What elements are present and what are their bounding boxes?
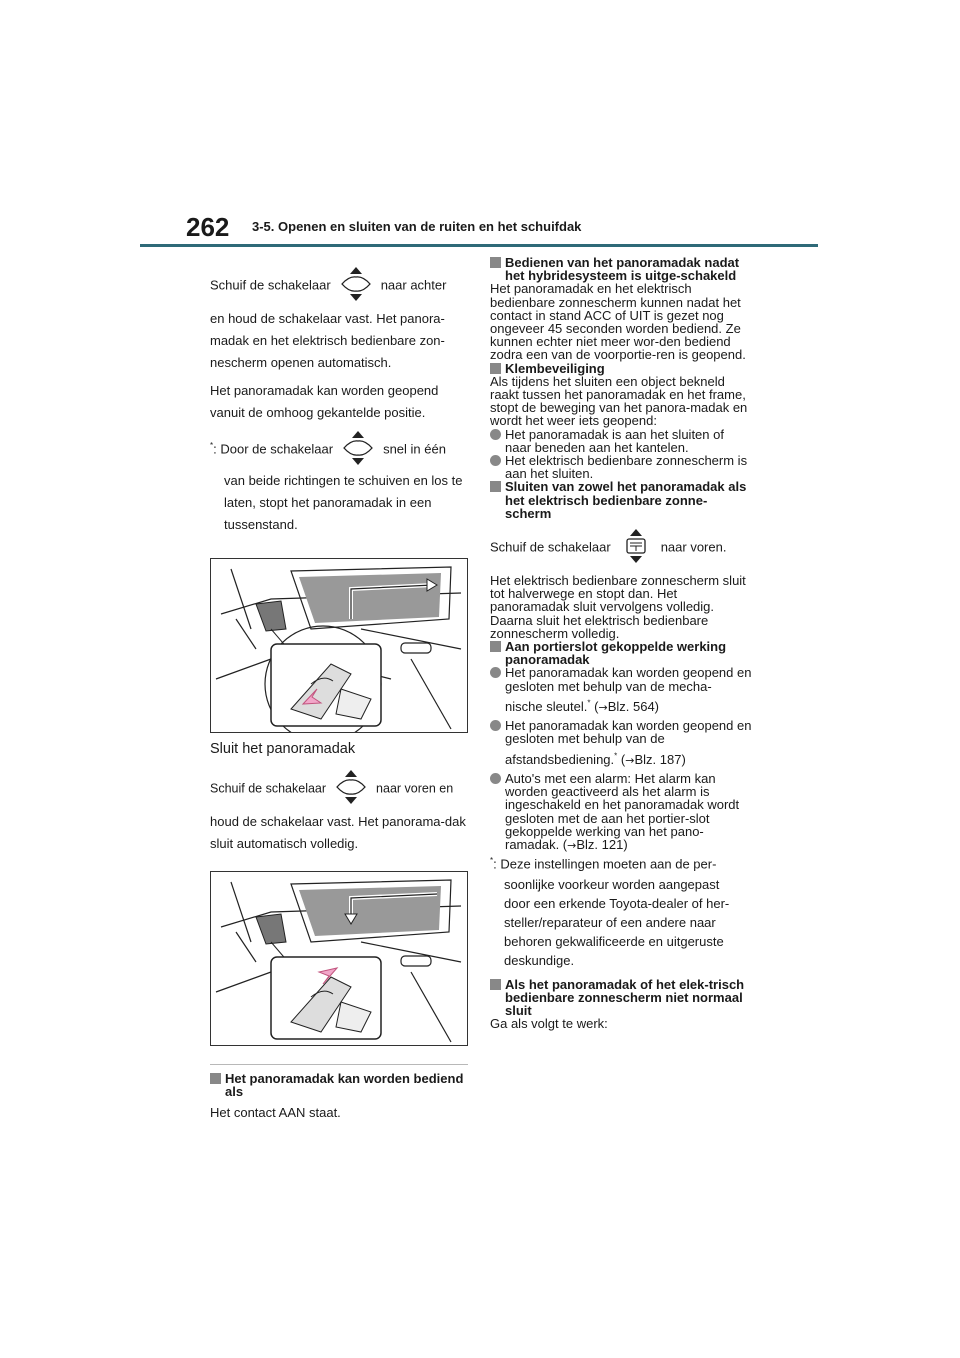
jam-bullet-1	[490, 428, 752, 454]
page-reference[interactable]: Blz. 121)	[576, 836, 628, 852]
asterisk: *	[587, 698, 591, 708]
asterisk: *	[210, 441, 214, 451]
square-bullet-icon	[490, 641, 501, 652]
switch-rocker-icon	[341, 430, 375, 466]
heading-door-lock-linked	[490, 640, 752, 666]
after-shutdown-text: Het panoramadak en het elektrisch bedienbare zonnescherm kunnen nadat het contact in stand ACC of UIT is gezet nog ongeveer 45 seconden worden bediend. Ze kunnen echter niet meer wor-den bediend zodra een van de voorportie-ren is geopend.	[490, 281, 746, 363]
text: Het panoramadak kan worden geopend en gesloten met behulp van de	[505, 718, 752, 747]
header-rule	[140, 244, 818, 247]
text: afstandsbediening.	[505, 751, 615, 767]
close-instruction	[210, 771, 468, 807]
close-both-text: Het elektrisch bedienbare zonnescherm sluit tot halverwege en stopt dan. Het panoramadak sluit vervolgens volledig. Daarna sluit het elektrisch bedienbare zonnescherm volledig.	[490, 573, 746, 641]
round-bullet-icon	[490, 773, 501, 784]
round-bullet-icon	[490, 429, 501, 440]
illustration-open-sunroof	[210, 558, 468, 733]
text: Sluiten van zowel het panoramadak als het elektrisch bedienbare zonne-scherm	[505, 479, 747, 521]
text: Schuif de schakelaar	[210, 781, 327, 796]
text: Het panoramadak is aan het sluiten of naar beneden aan het kantelen.	[505, 426, 724, 455]
round-bullet-icon	[490, 455, 501, 466]
text: Aan portierslot gekoppelde werking panoramadak	[505, 639, 727, 668]
switch-rocker-icon	[334, 769, 368, 805]
heading-close-both	[490, 480, 752, 520]
text: naar voren en	[376, 781, 454, 796]
open-instruction-rest: en houd de schakelaar vast. Het panora-madak en het elektrisch bedienbare zon-nescherm openen automatisch.	[210, 311, 445, 370]
reference-arrow-icon: →	[598, 701, 608, 715]
square-bullet-icon	[490, 363, 501, 374]
text: Bedienen van het panoramadak nadat het hybridesysteem is uitge-schakeld	[505, 255, 740, 284]
text: nische sleutel.	[505, 699, 588, 715]
square-bullet-icon	[490, 257, 501, 268]
text: Het panoramadak kan worden bediend als	[225, 1071, 464, 1100]
footnote-stop	[210, 432, 468, 536]
footnote-settings	[490, 852, 752, 971]
footnote-line: deskundige.	[504, 952, 575, 968]
close-instruction-rest: houd de schakelaar vast. Het panorama-dak sluit automatisch volledig.	[210, 814, 466, 851]
open-instruction	[210, 268, 468, 304]
close-heading: Sluit het panoramadak	[210, 741, 356, 757]
page-reference[interactable]: Blz. 187)	[634, 751, 686, 767]
asterisk: *	[614, 751, 618, 761]
operation-heading	[210, 1072, 468, 1098]
square-bullet-icon	[490, 481, 501, 492]
asterisk: *	[490, 856, 494, 866]
text: naar voren.	[660, 539, 727, 555]
not-closing-text: Ga als volgt te werk:	[490, 1016, 608, 1032]
right-column	[490, 256, 752, 1030]
text: Schuif de schakelaar	[490, 539, 611, 555]
section-divider	[210, 1064, 468, 1065]
page-reference[interactable]: Blz. 564)	[607, 699, 660, 715]
footnote-rest: van beide richtingen te schuiven en los te laten, stopt het panoramadak in een tussenstand.	[224, 473, 463, 532]
left-column	[210, 268, 468, 1124]
text: (	[594, 699, 599, 715]
operation-condition: Het contact AAN staat.	[210, 1105, 341, 1121]
heading-after-shutdown	[490, 256, 752, 282]
text: Het elektrisch bedienbare zonnescherm is aan het sluiten.	[505, 453, 748, 482]
text: snel in één	[383, 441, 446, 457]
text: Schuif de schakelaar	[210, 277, 331, 293]
door-lock-bullet-2	[490, 719, 752, 772]
square-bullet-icon	[210, 1073, 221, 1084]
text: : Door de schakelaar	[213, 441, 334, 457]
page-number: 262	[186, 212, 230, 242]
text: Auto's met een alarm: Het alarm kan worden geactiveerd als het alarm is ingeschakeld en het panoramadak wordt gesloten met de aan het portier-slot gekoppelde werking van het pano-ramadak. (	[505, 770, 740, 852]
door-lock-bullet-1	[490, 666, 752, 719]
heading-jam-protection	[490, 362, 752, 375]
text: Klembeveiliging	[505, 360, 605, 376]
footnote-line: behoren gekwalificeerde en uitgeruste	[504, 933, 724, 949]
text: naar achter	[380, 277, 447, 293]
reference-arrow-icon: →	[625, 753, 635, 767]
footnote-line: steller/reparateur of een andere naar	[504, 914, 716, 930]
close-both-instruction	[490, 530, 752, 566]
text: Als het panoramadak of het elek-trisch bedienbare zonnescherm niet normaal sluit	[505, 976, 745, 1018]
switch-rocker-icon	[339, 266, 373, 302]
text: Het panoramadak kan worden geopend en gesloten met behulp van de mecha-	[505, 665, 752, 694]
switch-shade-icon	[619, 528, 653, 564]
tilt-open-note: Het panoramadak kan worden geopend vanuit de omhoog gekantelde positie.	[210, 383, 439, 420]
round-bullet-icon	[490, 720, 501, 731]
text: : Deze instellingen moeten aan de per-	[493, 856, 717, 872]
door-lock-bullet-3	[490, 772, 752, 852]
round-bullet-icon	[490, 667, 501, 678]
text: (	[620, 751, 626, 767]
jam-bullet-2	[490, 454, 752, 480]
reference-arrow-icon: →	[567, 838, 577, 852]
heading-not-closing	[490, 978, 752, 1018]
footnote-line: door een erkende Toyota-dealer of her-	[504, 895, 730, 911]
jam-protection-text: Als tijdens het sluiten een object bekneld raakt tussen het panoramadak en het frame, stopt de beweging van het panora-madak en wordt het weer iets geopend:	[490, 373, 748, 429]
footnote-line: soonlijke voorkeur worden aangepast	[504, 876, 720, 892]
square-bullet-icon	[490, 979, 501, 990]
section-title: 3-5. Openen en sluiten van de ruiten en het schuifdak	[252, 219, 582, 234]
illustration-close-sunroof	[210, 871, 468, 1046]
